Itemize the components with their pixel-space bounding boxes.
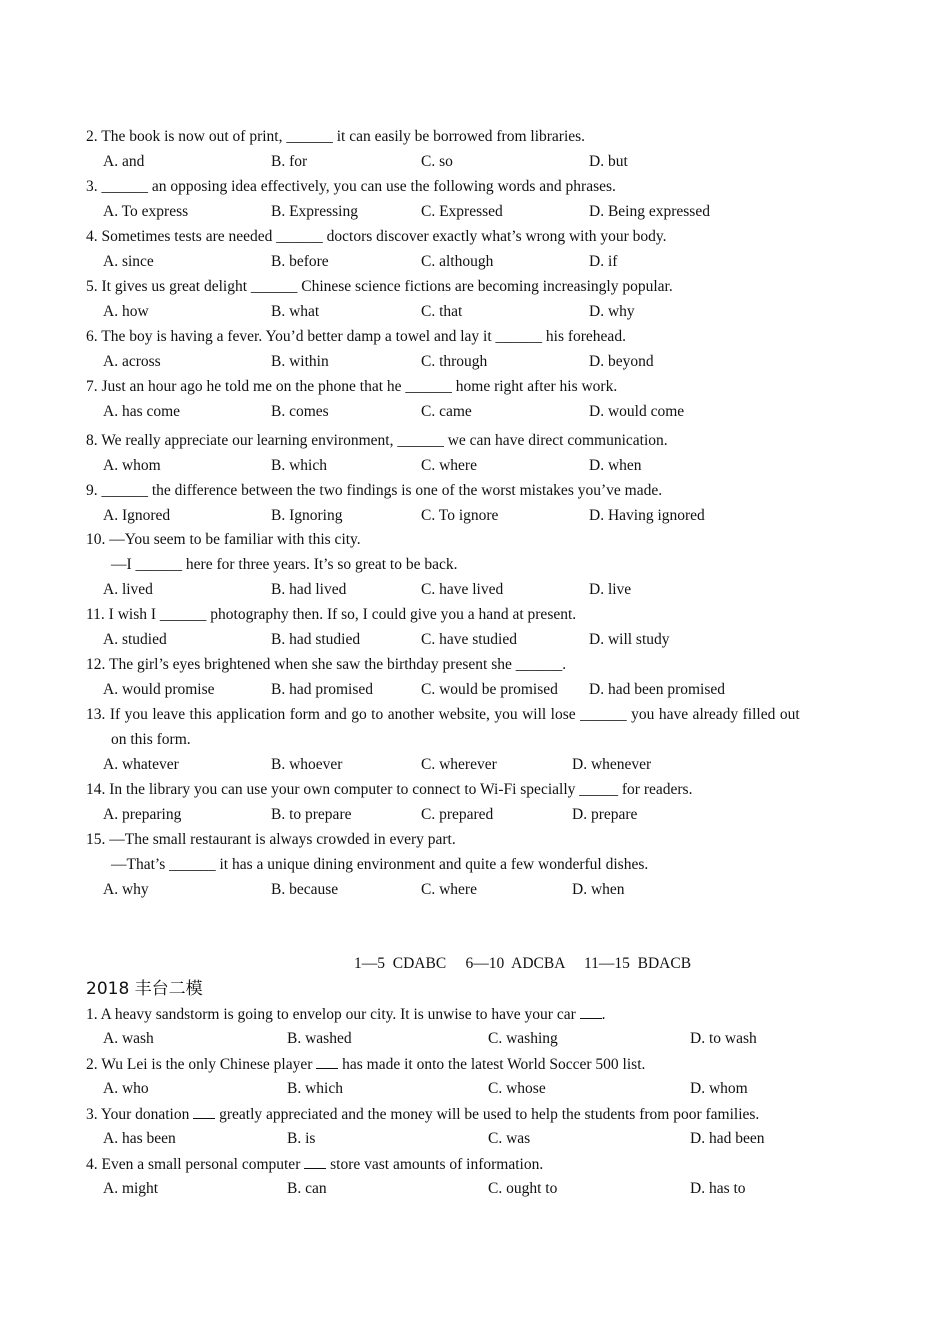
option-d: D. live (589, 581, 632, 598)
option-c: C. washing (488, 1030, 558, 1047)
option-d: D. why (589, 303, 635, 320)
option-a: A. would promise (103, 681, 215, 698)
option-c: C. so (421, 153, 453, 170)
question-2-options (0, 152, 950, 172)
option-d: D. whenever (572, 756, 652, 773)
option-d: D. had been promised (589, 681, 726, 698)
option-d: D. but (589, 153, 628, 170)
option-d: D. prepare (572, 806, 638, 823)
question-5-options (0, 302, 950, 322)
question-3-options (0, 202, 950, 222)
option-c: C. have lived (421, 581, 504, 598)
question-4-options (0, 252, 950, 272)
option-c: C. came (421, 403, 472, 420)
question-14-stem: 14. In the library you can use your own computer to connect to Wi-Fi specially _____ for readers. (86, 781, 693, 798)
option-a: A. whatever (103, 756, 179, 773)
section2-question-3-stem: 3. Your donation greatly appreciated and the money will be used to help the students from poor families. (86, 1106, 760, 1123)
question-15-stem: 15. —The small restaurant is always crowded in every part. (86, 831, 456, 848)
option-d: D. would come (589, 403, 685, 420)
question-15-options (0, 880, 950, 900)
question-12-stem: 12. The girl’s eyes brightened when she saw the birthday present she ______. (86, 656, 567, 673)
question-7-options (0, 402, 950, 422)
option-d: D. if (589, 253, 618, 270)
option-d: D. had been (690, 1130, 765, 1147)
option-a: A. across (103, 353, 161, 370)
answer-key: 1—5 CDABC 6—10 ADCBA 11—15 BDACB (354, 955, 692, 972)
section2-question-4-stem: 4. Even a small personal computer store vast amounts of information. (86, 1156, 544, 1173)
question-10-reply: —I ______ here for three years. It’s so great to be back. (111, 556, 458, 573)
option-a: A. and (103, 153, 145, 170)
option-b: B. is (287, 1130, 316, 1147)
question-3-stem: 3. ______ an opposing idea effectively, you can use the following words and phrases. (86, 178, 616, 195)
option-b: B. before (271, 253, 329, 270)
option-b: B. Expressing (271, 203, 358, 220)
question-9-options (0, 506, 950, 526)
question-4-stem: 4. Sometimes tests are needed ______ doctors discover exactly what’s wrong with your body. (86, 228, 667, 245)
option-c: C. whose (488, 1080, 546, 1097)
option-c: C. have studied (421, 631, 517, 648)
option-d: D. has to (690, 1180, 746, 1197)
option-b: B. had studied (271, 631, 361, 648)
option-d: D. beyond (589, 353, 654, 370)
option-b: B. had lived (271, 581, 347, 598)
section2-question-2-stem: 2. Wu Lei is the only Chinese player has made it onto the latest World Soccer 500 list. (86, 1056, 646, 1073)
option-c: C. To ignore (421, 507, 499, 524)
option-b: B. which (287, 1080, 343, 1097)
question-6-stem: 6. The boy is having a fever. You’d better damp a towel and lay it ______ his forehead. (86, 328, 626, 345)
option-c: C. was (488, 1130, 531, 1147)
option-d: D. when (589, 457, 642, 474)
question-11-stem: 11. I wish I ______ photography then. If so, I could give you a hand at present. (86, 606, 577, 623)
option-b: B. within (271, 353, 329, 370)
question-8-stem: 8. We really appreciate our learning environment, ______ we can have direct communication. (86, 432, 668, 449)
option-b: B. can (287, 1180, 327, 1197)
option-b: B. comes (271, 403, 329, 420)
question-2-stem: 2. The book is now out of print, ______ it can easily be borrowed from libraries. (86, 128, 586, 145)
answer-blank (193, 1104, 215, 1119)
option-a: A. since (103, 253, 154, 270)
question-8-options (0, 456, 950, 476)
option-b: B. to prepare (271, 806, 352, 823)
question-12-options (0, 680, 950, 700)
question-13-stem: 13. If you leave this application form and go to another website, you will lose ______ you have already filled out (86, 706, 800, 723)
option-d: D. Having ignored (589, 507, 705, 524)
question-10-stem: 10. —You seem to be familiar with this city. (86, 531, 361, 548)
option-c: C. where (421, 457, 477, 474)
option-a: A. who (103, 1080, 149, 1097)
option-b: B. for (271, 153, 308, 170)
section2-question-3-options (0, 1129, 950, 1149)
option-b: B. which (271, 457, 327, 474)
option-d: D. whom (690, 1080, 748, 1097)
question-6-options (0, 352, 950, 372)
option-b: B. whoever (271, 756, 343, 773)
question-11-options (0, 630, 950, 650)
option-a: A. whom (103, 457, 161, 474)
option-a: A. To express (103, 203, 189, 220)
option-b: B. what (271, 303, 320, 320)
option-b: B. had promised (271, 681, 374, 698)
question-7-stem: 7. Just an hour ago he told me on the phone that he ______ home right after his work. (86, 378, 618, 395)
option-a: A. Ignored (103, 507, 171, 524)
option-c: C. Expressed (421, 203, 503, 220)
section-title: 2018 丰台二模 (86, 979, 203, 999)
option-a: A. wash (103, 1030, 154, 1047)
section2-question-1-stem: 1. A heavy sandstorm is going to envelop our city. It is unwise to have your car . (86, 1006, 606, 1023)
option-d: D. Being expressed (589, 203, 710, 220)
option-c: C. ought to (488, 1180, 558, 1197)
answer-blank (316, 1054, 338, 1069)
section2-question-1-options (0, 1029, 950, 1049)
question-14-options (0, 805, 950, 825)
option-a: A. preparing (103, 806, 182, 823)
option-c: C. would be promised (421, 681, 558, 698)
question-13-options (0, 755, 950, 775)
option-a: A. has been (103, 1130, 176, 1147)
option-d: D. to wash (690, 1030, 757, 1047)
option-a: A. might (103, 1180, 159, 1197)
question-15-reply: —That’s ______ it has a unique dining environment and quite a few wonderful dishes. (111, 856, 649, 873)
option-c: C. although (421, 253, 494, 270)
answer-blank (304, 1154, 326, 1169)
option-c: C. through (421, 353, 488, 370)
option-d: D. when (572, 881, 625, 898)
section2-question-4-options (0, 1179, 950, 1199)
option-a: A. lived (103, 581, 153, 598)
option-a: A. has come (103, 403, 181, 420)
option-b: B. because (271, 881, 339, 898)
section2-question-2-options (0, 1079, 950, 1099)
option-c: C. wherever (421, 756, 497, 773)
option-b: B. washed (287, 1030, 352, 1047)
question-5-stem: 5. It gives us great delight ______ Chinese science fictions are becoming increasingly popular. (86, 278, 673, 295)
question-9-stem: 9. ______ the difference between the two findings is one of the worst mistakes you’ve made. (86, 482, 663, 499)
answer-blank (580, 1004, 602, 1019)
option-c: C. that (421, 303, 463, 320)
option-a: A. why (103, 881, 149, 898)
question-13-stem-continued: on this form. (111, 731, 191, 748)
option-b: B. Ignoring (271, 507, 343, 524)
option-c: C. prepared (421, 806, 494, 823)
question-10-options (0, 580, 950, 600)
option-d: D. will study (589, 631, 670, 648)
option-a: A. how (103, 303, 149, 320)
option-a: A. studied (103, 631, 167, 648)
option-c: C. where (421, 881, 477, 898)
